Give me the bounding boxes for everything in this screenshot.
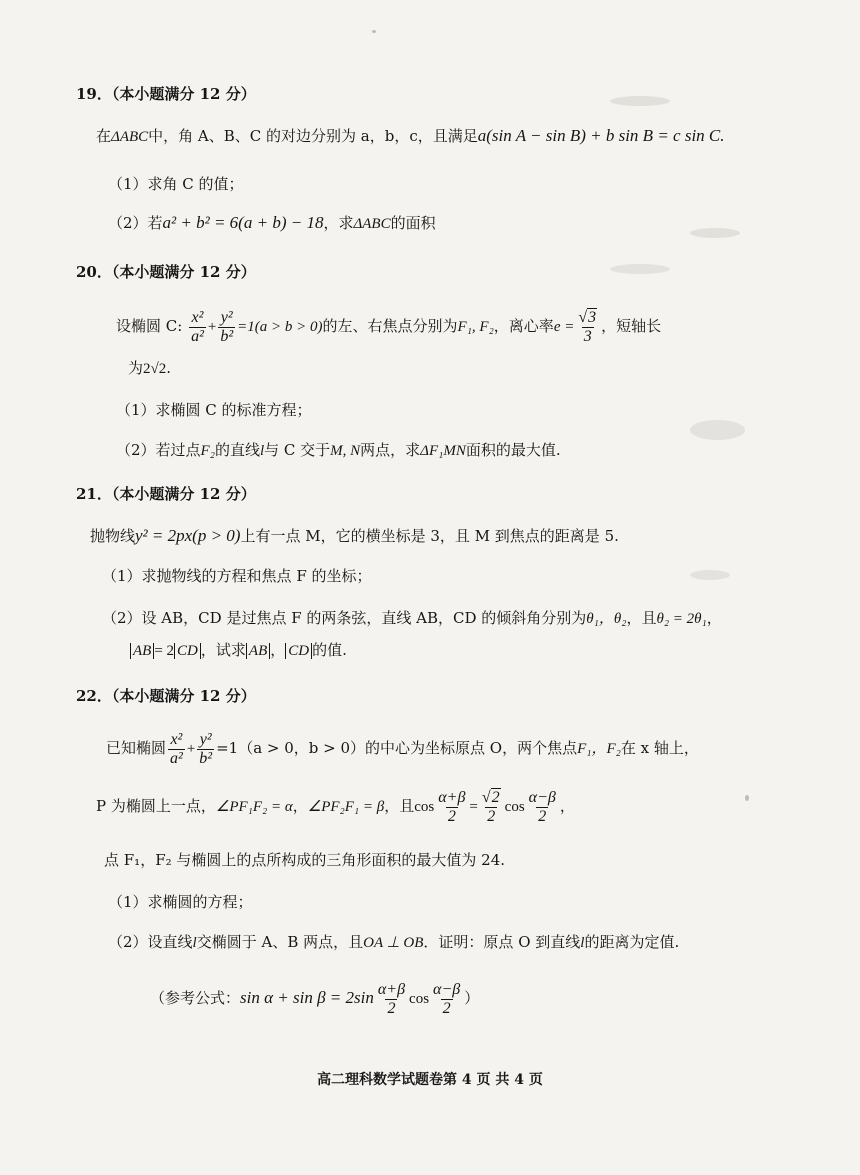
q20-part2: （2）若过点F₂的直线l与 C 交于M, N两点，求ΔF₁MN面积的最大值. (116, 441, 561, 459)
q22-reference-formula: （参考公式：sin α + sin β = 2sin $\frac{\alpha+\beta}{2}$ cos $\frac{\alpha-\beta}{2}$ ） (150, 980, 480, 1017)
q20-stem: 设椭圆 C: $\frac{\text{x²}}{\text{a²}}$ + $\frac{\text{y²}}{\text{b²}}$ =1(a > b > 0)的左、右焦点分别为F₁, F₂，离心率e = $\frac{√3}{3}$ ，短轴长 (116, 308, 662, 345)
q19-part1: （1）求角 C 的值； (108, 175, 244, 193)
q21-part1: （1）求抛物线的方程和焦点 F 的坐标； (102, 567, 372, 585)
q19-part2: （2）若a² + b² = 6(a + b) − 18，求ΔABC的面积 (108, 213, 436, 232)
q22-header: 22．（本小题满分 12 分） (76, 687, 256, 705)
q21-header: 21．（本小题满分 12 分） (76, 485, 256, 503)
scan-speck (372, 30, 376, 33)
scan-speck (745, 795, 749, 801)
q21-stem: 抛物线y² = 2px(p > 0)上有一点 M，它的横坐标是 3，且 M 到焦点的距离是 5. (90, 526, 619, 545)
fraction-y2-b2: $\frac{\text{y²}}{\text{b²}}$ (220, 308, 234, 345)
scan-speck (690, 228, 740, 238)
scan-speck (610, 96, 670, 106)
fraction-sqrt3-3: $\frac{√3}{3}$ (578, 308, 597, 345)
q22-part1: （1）求椭圆的方程； (108, 893, 253, 911)
q20-minor-axis: 为2√2. (128, 359, 172, 377)
fraction-x2-a2: $\frac{\text{x²}}{\text{a²}}$ (191, 308, 204, 345)
q21-part2: （2）设 AB，CD 是过焦点 F 的两条弦，直线 AB，CD 的倾斜角分别为θ₁，θ₂，且θ₂ = 2θ₁， (102, 609, 722, 627)
q22-part2: （2）设直线l交椭圆于 A、B 两点，且OA ⊥ OB．证明：原点 O 到直线l的距离为定值. (108, 933, 680, 951)
q22-line3: 点 F₁，F₂ 与椭圆上的点所构成的三角形面积的最大值为 24. (104, 851, 506, 869)
q20-part1: （1）求椭圆 C 的标准方程； (116, 401, 312, 419)
scan-speck (690, 420, 745, 440)
q19-condition: a(sin A − sin B) + b sin B = c sin C. (477, 126, 725, 145)
scan-speck (610, 264, 670, 274)
q19-stem: 在ΔABC中，角 A、B、C 的对边分别为 a，b，c，且满足a(sin A − sin B) + b sin B = c sin C. (96, 126, 725, 145)
q20-header: 20．（本小题满分 12 分） (76, 263, 256, 281)
page-footer: 高二理科数学试题卷第 4 页 共 4 页 (317, 1072, 543, 1088)
q22-stem: 已知椭圆 $\frac{\text{x²}}{\text{a²}}$ + $\frac{\text{y²}}{\text{b²}}$ =1（a > 0，b > 0）的中心为坐标原点 O，两个焦点F₁，F₂在 x 轴上， (106, 730, 699, 767)
q21-part2-cont: AB = 2 CD ，试求 AB ， CD 的值. (130, 640, 347, 661)
q22-line2: P 为椭圆上一点，∠PF₁F₂ = α，∠PF₂F₁ = β，且cos $\frac{\alpha+\beta}{2}$ = $\frac{√2}{2}$ cos $\frac{\alpha-\beta}{2}$ ， (96, 788, 575, 825)
scan-speck (690, 570, 730, 580)
triangle-abc: ΔABC (111, 129, 149, 145)
q19-header: 19．（本小题满分 12 分） (76, 85, 256, 103)
q19-equation: a² + b² = 6(a + b) − 18 (162, 213, 324, 232)
